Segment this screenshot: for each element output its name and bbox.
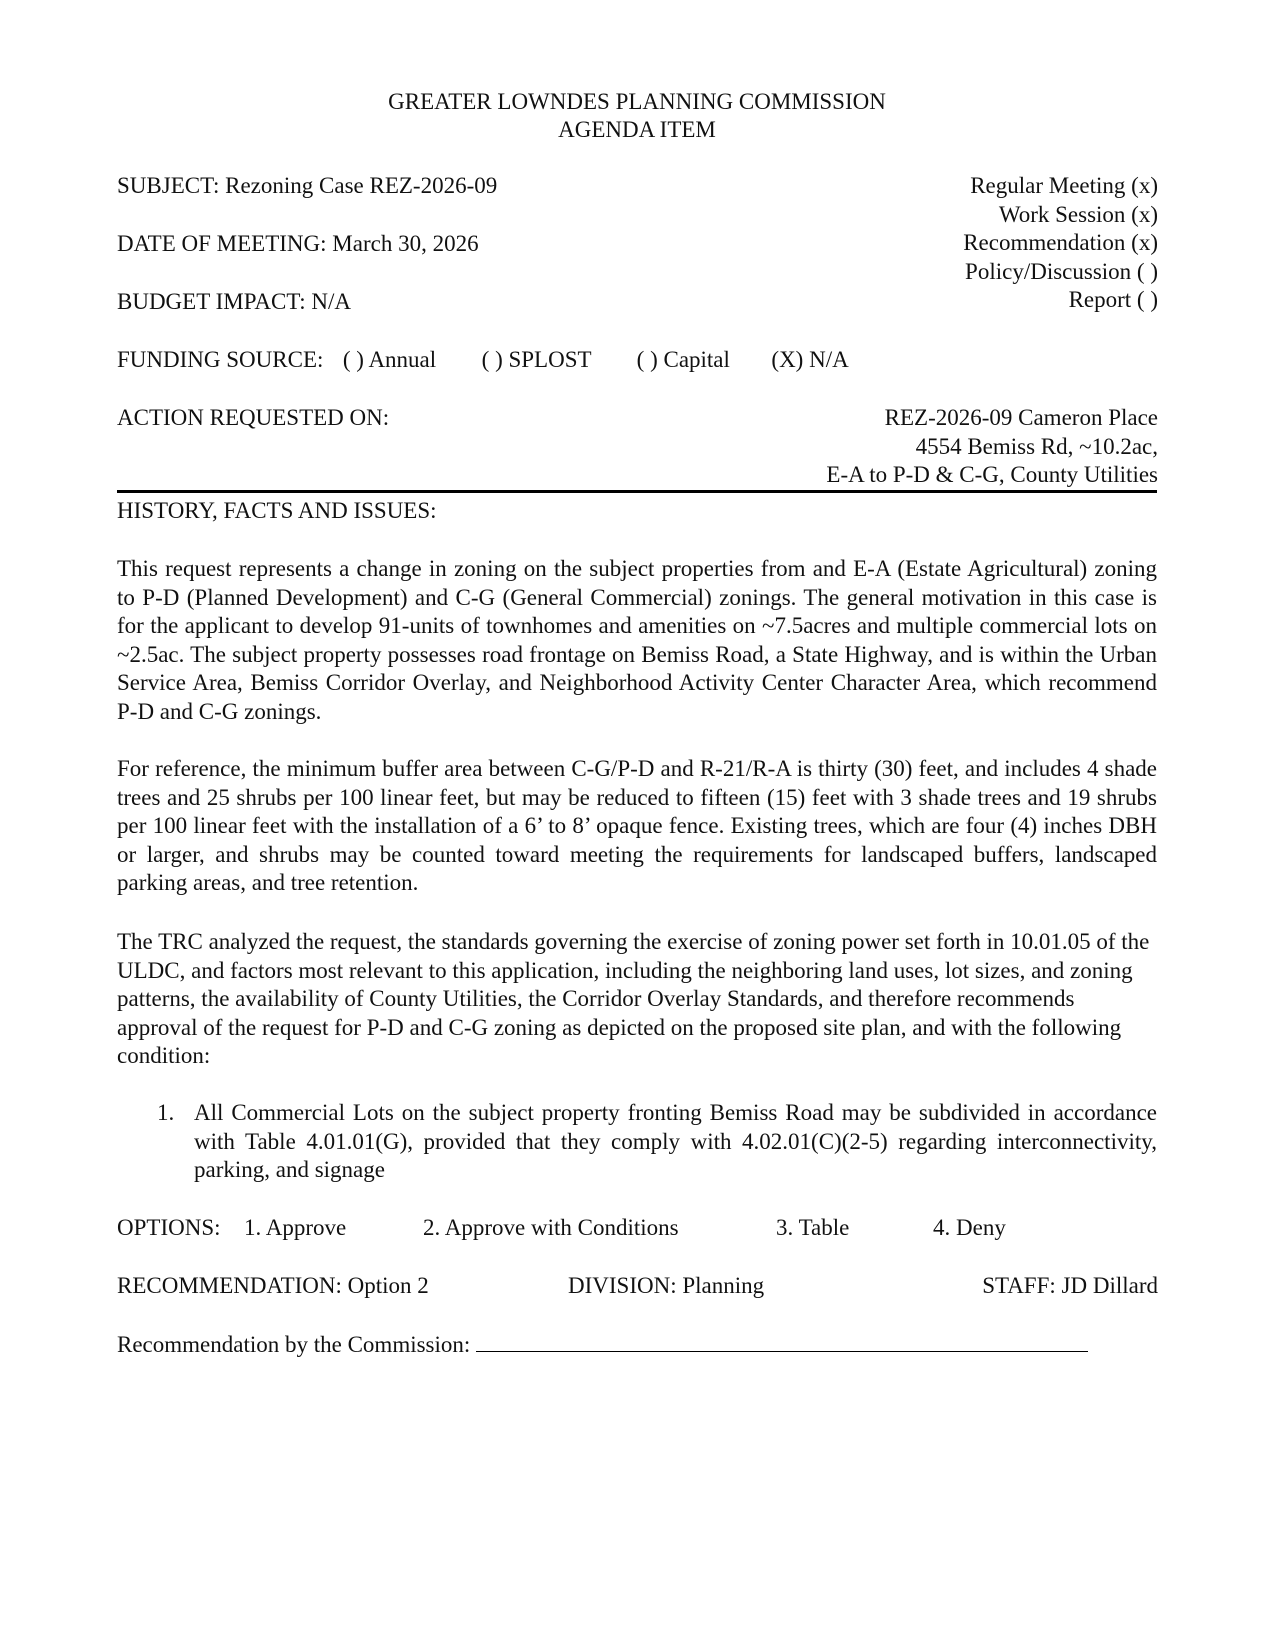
division: DIVISION: Planning bbox=[568, 1273, 765, 1298]
meeting-type-item: Policy/Discussion ( ) bbox=[965, 258, 1158, 284]
meeting-type-item: Report ( ) bbox=[1068, 287, 1158, 312]
option-approve: 1. Approve bbox=[244, 1215, 347, 1240]
action-requested-label: ACTION REQUESTED ON: bbox=[117, 405, 390, 430]
options-label: OPTIONS: bbox=[117, 1215, 221, 1240]
option-table: 3. Table bbox=[776, 1215, 850, 1240]
funding-option-splost: ( ) SPLOST bbox=[481, 347, 592, 372]
action-detail-line: 4554 Bemiss Rd, ~10.2ac, bbox=[915, 433, 1158, 459]
commission-label: Recommendation by the Commission: bbox=[117, 1332, 471, 1357]
commission-signature-line[interactable] bbox=[476, 1331, 1088, 1352]
history-heading: HISTORY, FACTS AND ISSUES: bbox=[117, 498, 437, 523]
meeting-type-item: Regular Meeting (x) bbox=[970, 173, 1158, 198]
staff: STAFF: JD Dillard bbox=[982, 1273, 1158, 1298]
document-title bbox=[117, 88, 1157, 144]
section-divider bbox=[117, 490, 1157, 493]
funding-option-na: (X) N/A bbox=[771, 347, 849, 372]
meeting-type-item: Recommendation (x) bbox=[963, 230, 1158, 255]
meeting-type-item: Work Session (x) bbox=[998, 201, 1158, 227]
budget-impact: BUDGET IMPACT: N/A bbox=[117, 289, 351, 314]
funding-source bbox=[117, 346, 849, 375]
meeting-date: DATE OF MEETING: March 30, 2026 bbox=[117, 231, 479, 256]
option-approve-with-conditions: 2. Approve with Conditions bbox=[423, 1215, 679, 1240]
commission-recommendation bbox=[117, 1331, 1088, 1360]
condition-text: All Commercial Lots on the subject property fronting Bemiss Road may be subdivided in accordance with Table 4.01.01(G), provided that they comply with 4.02.01(C)(2-5) regarding interconnectivity, parking, and signage bbox=[194, 1100, 1157, 1182]
paragraph-1: This request represents a change in zoning on the subject properties from and E-A (Estate Agricultural) zoning to P-D (Planned Development) and C-G (General Commercial) zonings. The general motivation in this case is for the applicant to develop 91-units of townhomes and amenities on ~7.5acres and multiple commercial lots on ~2.5ac. The subject property possesses road frontage on Bemiss Road, a State Highway, and is within the Urban Service Area, Bemiss Corridor Overlay, and Neighborhood Activity Center Character Area, which recommend P-D and C-G zonings. bbox=[117, 556, 1157, 724]
title-line-2: AGENDA ITEM bbox=[558, 116, 716, 142]
recommendation-option: RECOMMENDATION: Option 2 bbox=[117, 1273, 429, 1298]
title-line-1: GREATER LOWNDES PLANNING COMMISSION bbox=[388, 89, 886, 114]
meeting-type-list bbox=[758, 172, 1158, 315]
condition-number: 1. bbox=[157, 1100, 175, 1125]
option-deny: 4. Deny bbox=[933, 1215, 1006, 1240]
funding-option-capital: ( ) Capital bbox=[636, 347, 730, 372]
paragraph-3: The TRC analyzed the request, the standards governing the exercise of zoning power set forth in 10.01.05 of the ULDC, and factors most relevant to this application, including the neighboring land uses, lot sizes, and zoning patterns, the availability of County Utilities, the Corridor Overlay Standards, and therefore recommends approval of the request for P-D and C-G zoning as depicted on the proposed site plan, and with the following condition: bbox=[117, 929, 1150, 1068]
paragraph-2: For reference, the minimum buffer area between C-G/P-D and R-21/R-A is thirty (30) feet, and includes 4 shade trees and 25 shrubs per 100 linear feet, but may be reduced to fifteen (15) feet with 3 shade trees and 19 shrubs per 100 linear feet with the installation of a 6’ to 8’ opaque fence. Existing trees, which are four (4) inches DBH or larger, and shrubs may be counted toward meeting the requirements for landscaped buffers, landscaped parking areas, and tree retention. bbox=[117, 756, 1157, 895]
action-detail bbox=[658, 404, 1158, 490]
funding-label: FUNDING SOURCE: bbox=[117, 347, 324, 372]
funding-option-annual: ( ) Annual bbox=[342, 347, 437, 372]
action-detail-line: E-A to P-D & C-G, County Utilities bbox=[826, 462, 1158, 487]
subject-line: SUBJECT: Rezoning Case REZ-2026-09 bbox=[117, 173, 498, 198]
action-detail-line: REZ-2026-09 Cameron Place bbox=[884, 405, 1158, 430]
